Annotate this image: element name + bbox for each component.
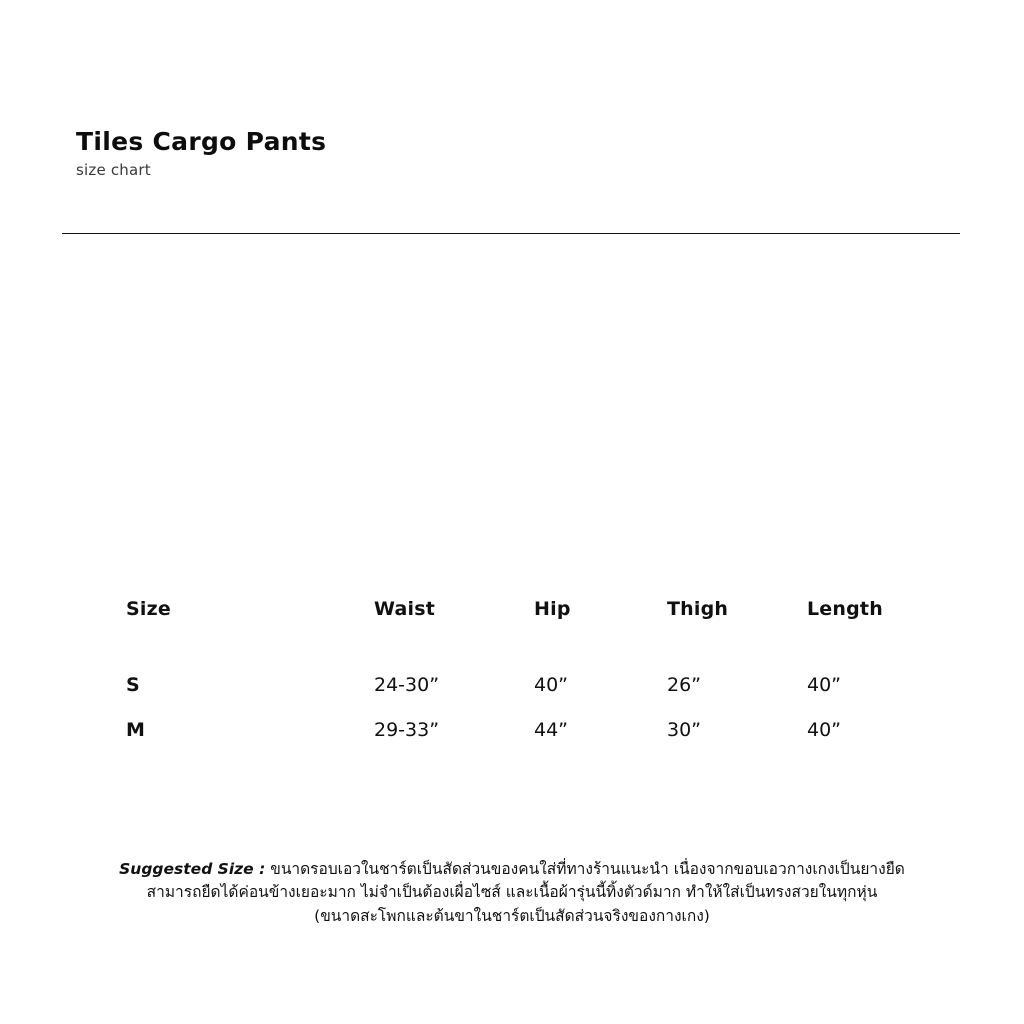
- page-title: Tiles Cargo Pants: [76, 127, 327, 156]
- table-row: [126, 719, 966, 764]
- note-line-3: (ขนาดสะโพกและต้นขาในชาร์ตเป็นสัดส่วนจริงของกางเกง): [314, 906, 710, 925]
- note-label: Suggested Size :: [119, 860, 266, 878]
- cell-thigh: 30”: [667, 719, 702, 741]
- table-header-spacer: [126, 634, 966, 674]
- column-header-size: Size: [126, 598, 171, 620]
- suggested-size-note: [62, 858, 962, 928]
- cell-size: S: [126, 674, 140, 696]
- cell-waist: 24-30”: [374, 674, 440, 696]
- cell-length: 40”: [807, 719, 842, 741]
- note-line-1: [62, 858, 962, 881]
- column-header-length: Length: [807, 598, 883, 620]
- table-header-row: [126, 598, 966, 634]
- table-row: [126, 674, 966, 719]
- column-header-thigh: Thigh: [667, 598, 729, 620]
- note-line-2: สามารถยืดได้ค่อนข้างเยอะมาก ไม่จำเป็นต้องเผื่อไซส์ และเนื้อผ้ารุ่นนี้ทิ้งตัวด์มาก ทำให้ใส่เป็นทรงสวยในทุกหุ่น: [146, 883, 878, 902]
- size-chart-table: [126, 598, 966, 764]
- cell-size: M: [126, 719, 145, 741]
- page-subtitle: size chart: [76, 160, 151, 179]
- cell-hip: 40”: [534, 674, 569, 696]
- column-header-hip: Hip: [534, 598, 571, 620]
- cell-hip: 44”: [534, 719, 569, 741]
- note-text-1: ขนาดรอบเอวในชาร์ตเป็นสัดส่วนของคนใส่ที่ทางร้านแนะนำ เนื่องจากขอบเอวกางเกงเป็นยางยืด: [265, 860, 905, 878]
- cell-thigh: 26”: [667, 674, 702, 696]
- cell-waist: 29-33”: [374, 719, 440, 741]
- header-divider: [62, 233, 960, 234]
- document-header: [76, 128, 962, 179]
- cell-length: 40”: [807, 674, 842, 696]
- column-header-waist: Waist: [374, 598, 436, 620]
